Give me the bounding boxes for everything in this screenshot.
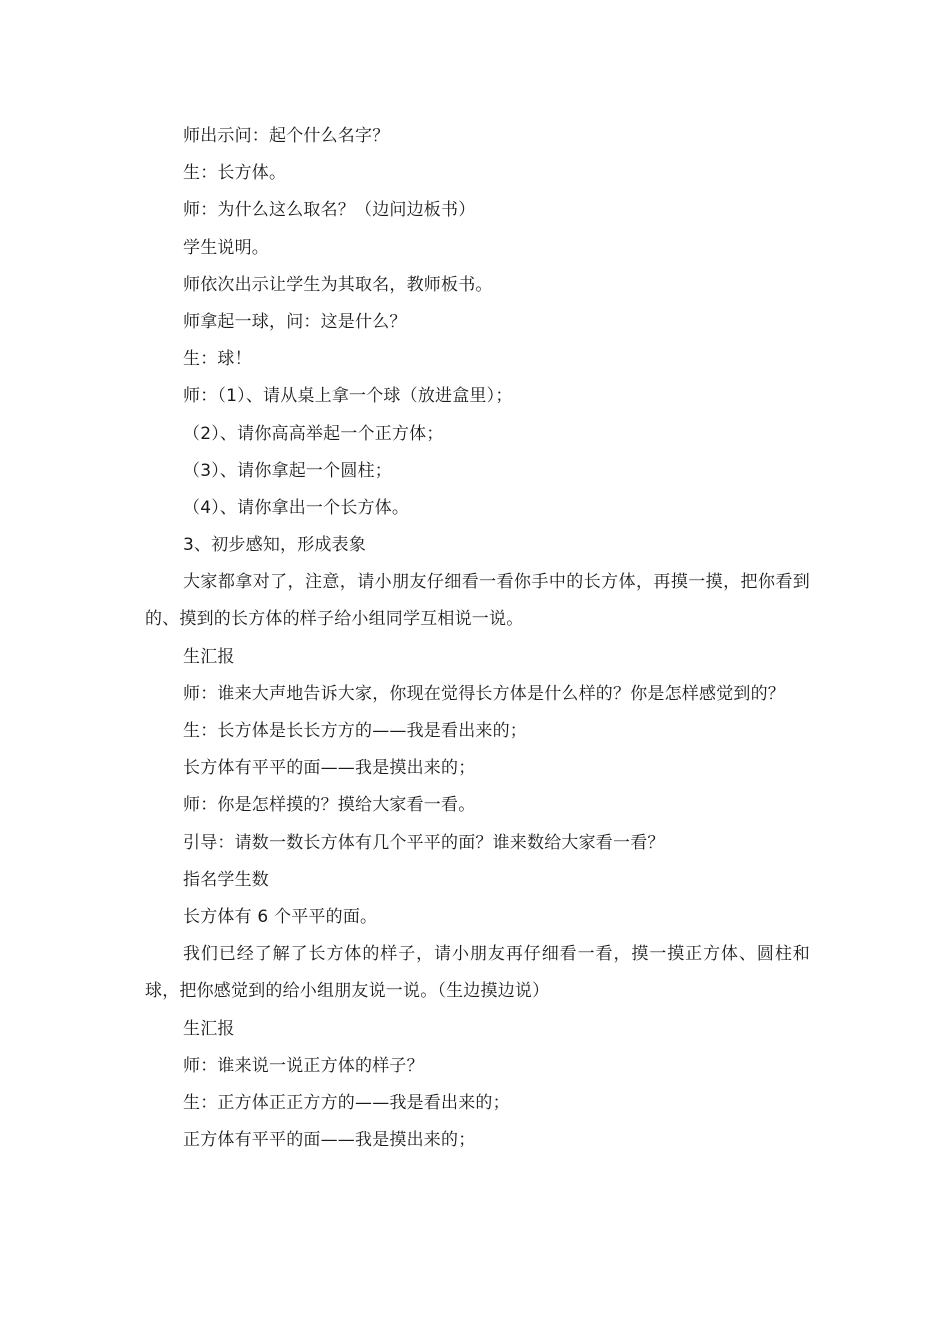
text-line: 引导：请数一数长方体有几个平平的面？谁来数给大家看一看？ xyxy=(183,832,665,853)
text-line: 生汇报 xyxy=(183,646,235,667)
text-line: 学生说明。 xyxy=(183,237,269,258)
text-line: 师：（1）、请从桌上拿一个球（放进盒里）； xyxy=(183,386,513,407)
text-line: 生：球！ xyxy=(183,349,252,370)
text-line: （3）、请你拿起一个圆柱； xyxy=(183,460,392,481)
text-paragraph: 我们已经了解了长方体的样子，请小朋友再仔细看一看，摸一摸正方体、圆柱和球，把你感觉到的给小组朋友说一说。（生边摸边说） xyxy=(145,944,810,1002)
text-paragraph: 大家都拿对了，注意，请小朋友仔细看一看你手中的长方体，再摸一摸，把你看到的、摸到的长方体的样子给小组同学互相说一说。 xyxy=(145,572,810,630)
text-line: 师依次出示让学生为其取名，教师板书。 xyxy=(183,274,493,295)
text-line: 师：谁来说一说正方体的样子？ xyxy=(183,1055,424,1076)
text-line: 师拿起一球，问：这是什么？ xyxy=(183,311,407,332)
text-line: 长方体有平平的面——我是摸出来的； xyxy=(183,758,476,779)
text-line: （2）、请你高高举起一个正方体； xyxy=(183,423,444,444)
text-paragraph: 师：谁来大声地告诉大家，你现在觉得长方体是什么样的？你是怎样感觉到的？ xyxy=(183,683,785,704)
text-line: 生汇报 xyxy=(183,1018,235,1039)
text-line: 生：正方体正正方方的——我是看出来的； xyxy=(183,1092,510,1113)
text-line: 师：你是怎样摸的？摸给大家看一看。 xyxy=(183,795,476,816)
text-line: 生：长方体是长长方方的——我是看出来的； xyxy=(183,721,527,742)
text-line: 正方体有平平的面——我是摸出来的； xyxy=(183,1130,476,1151)
text-line: 长方体有 6 个平平的面。 xyxy=(183,906,378,927)
text-line: 生：长方体。 xyxy=(183,163,287,184)
text-line: 师：为什么这么取名？（边问边板书） xyxy=(183,200,476,221)
section-heading: 3、初步感知，形成表象 xyxy=(183,535,367,556)
text-line: 师出示问：起个什么名字？ xyxy=(183,126,390,146)
text-line: （4）、请你拿出一个长方体。 xyxy=(183,497,410,518)
text-line: 指名学生数 xyxy=(183,869,269,890)
document-body xyxy=(145,118,810,1159)
